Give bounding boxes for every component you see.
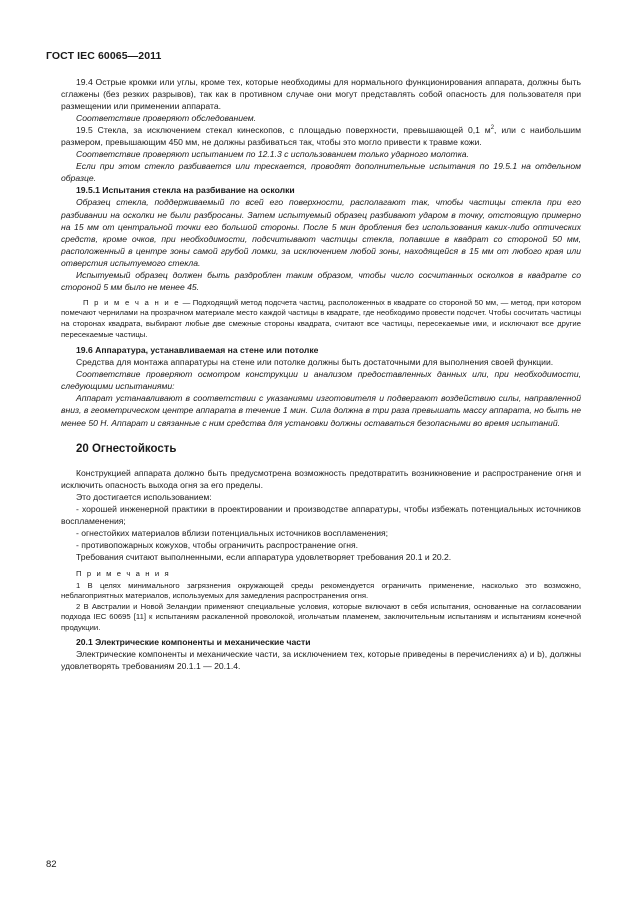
paragraph-19-4: 19.4 Острые кромки или углы, кроме тех, которые необходимы для нормального функционирования аппарата, должны быть сглажены (без резких разрывов), так как в противном случае они могут представлять собой опасность для пользователя при размещении или применении аппарата. [61,77,581,112]
notes-label: П р и м е ч а н и я [76,568,171,578]
note [61,298,581,340]
page-number: 82 [46,859,57,870]
section-title-20: 20 Огнестойкость [76,442,177,455]
paragraph-20-requirements: Требования считают выполненными, если аппаратура удовлетворяет требования 20.1 и 20.2. [76,551,452,562]
list-item: - противопожарных кожухов, чтобы ограничить распространение огня. [76,539,358,550]
running-header: ГОСТ IEC 60065—2011 [46,50,162,62]
paragraph-20: Конструкцией аппарата должно быть предусмотрена возможность предотвратить возникновение и распространение огня и исключить опасность выхода огня за его пределы. [61,467,581,490]
paragraph-20-1: Электрические компоненты и механические части, за исключением тех, которые приведены в перечислениях a) и b), должны удовлетворять требованиям 20.1.1 — 20.1.4. [61,649,581,672]
note-text: — Подходящий метод подсчета частиц, расположенных в квадрате со стороной 50 мм, — метод, при котором помечают чернилами на прозрачном материале место каждой частицы в квадрате, где необходимо провести подсчет. Чтобы сосчитать частицы на сторонах квадрата, выбирают любые две смежные стороны квадрата, считают все частицы, пересекаемые ими, и исключают все другие пересекаемые частицы. [61,297,581,339]
compliance-note: Соответствие проверяют испытанием по 12.1.3 с использованием только ударного молотка. [76,149,469,160]
note-item-2: 2 В Австралии и Новой Зеландии применяют специальные условия, которые включают в себя испытания, основанные на согласовании подхода IEC 60695 [11] к испытаниям раскаленной проволокой, игольчатым пламенем, заключительным испытаниям и испытаниям конечной продукции. [61,601,581,632]
paragraph-19-6: Средства для монтажа аппаратуры на стене или потолке должны быть достаточными для выполнения своей функции. [76,357,554,368]
compliance-note: Соответствие проверяют осмотром конструкции и анализом предоставленных данных или, при необходимости, следующими испытаниями: [61,369,581,392]
compliance-note: Соответствие проверяют обследованием. [76,113,257,124]
page-content [61,76,581,672]
paragraph-19-5-start: 19.5 Стекла, за исключением стекал кинескопов, с площадью поверхности, превышающей 0,1 м [76,125,491,136]
test-procedure: Аппарат устанавливают в соответствии с указаниями изготовителя и подвергают воздействию силы, направленной вниз, в геометрическом центре аппарата в течение 1 мин. Сила должна в три раза превышать массу аппарата, но быть не менее 50 Н. Аппарат и связанные с ним средства для установки должны оставаться безопасными во время испытаний. [61,393,581,428]
superscript: 2 [490,125,495,132]
paragraph-19-5 [61,124,581,148]
list-item: - хорошей инженерной практики в проектировании и производстве аппаратуры, чтобы избежать потенциальных источников воспламенения; [61,503,581,526]
paragraph-20-intro: Это достигается использованием: [76,491,212,502]
list-item: - огнестойких материалов вблизи потенциальных источников воспламенения; [76,527,389,538]
test-procedure: Образец стекла, поддерживаемый по всей его поверхности, располагают так, чтобы частицы стекла при его разбивании на осколки не были разбросаны. Затем испытуемый образец разбивают ударом в точку, отстоящую примерно на 15 мм от центральной точки его большой стороны. После 5 мин дробления без использования каких-либо оптических средств, кроме очков, при необходимости, подсчитывают частицы стекла, попавшие в квадрат со стороной 50 мм, расположенный в центре зоны самой грубой ломки, за исключением любой зоны, находящейся в 15 мм от любого края или отверстия испытуемого стекла. [61,197,581,268]
paragraph-19-5-end: , или с наибольшим размером, превышающим 450 мм, не должны разбиваться так, чтобы это могло привести к травме кожи. [61,125,581,148]
note-item-1: 1 В целях минимального загрязнения окружающей среды рекомендуется ограничить применение, насколько это возможно, неблагоприятных материалов, используемых для замедления распространения огня. [61,581,581,601]
additional-test-note: Если при этом стекло разбивается или трескается, проводят дополнительные испытания по 19.5.1 на отдельном образце. [61,161,581,184]
test-criterion: Испытуемый образец должен быть раздроблен таким образом, чтобы число сосчитанных осколков в квадрате со стороной 5 мм было не менее 45. [61,269,581,292]
heading-19-6: 19.6 Аппаратура, устанавливаемая на стене или потолке [76,345,319,356]
note-label: П р и м е ч а н и е [83,297,181,307]
heading-19-5-1: 19.5.1 Испытания стекла на разбивание на осколки [76,185,295,196]
heading-20-1: 20.1 Электрические компоненты и механические части [76,637,311,648]
